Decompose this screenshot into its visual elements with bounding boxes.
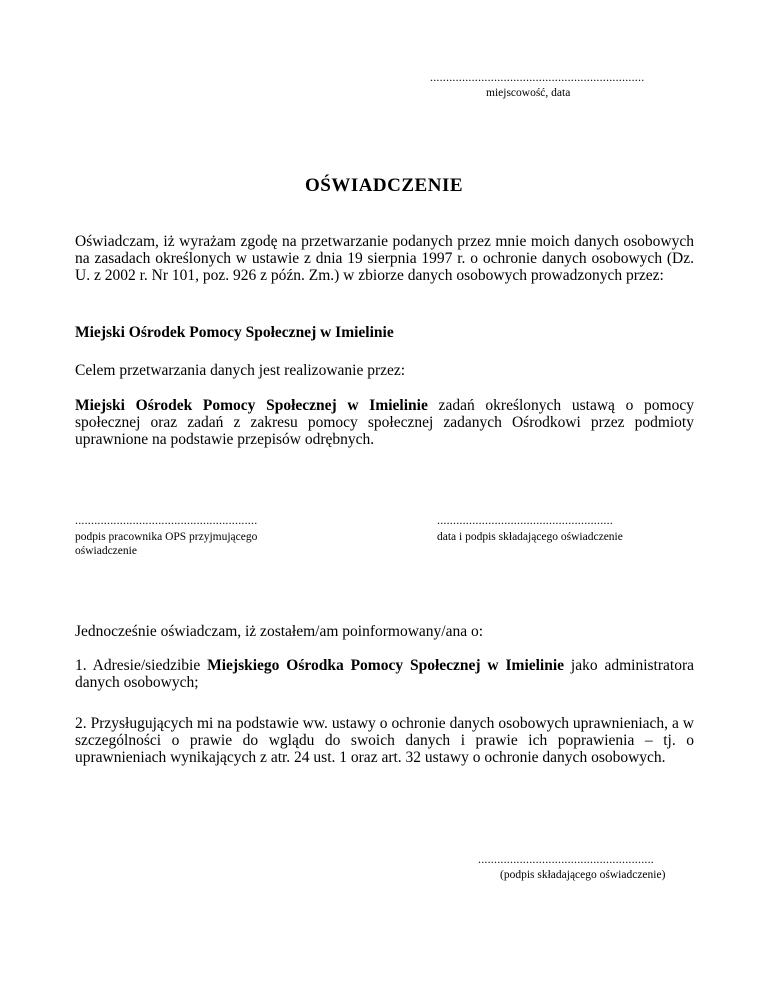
ops-employee-signature-dots: ......................................................... [75,513,258,527]
declarant-date-signature-label: data i podpis składającego oświadczenie [437,531,623,543]
information-item-1 [75,657,694,691]
information-intro: Jednocześnie oświadczam, iż zostałem/am poinformowany/ana o: [75,623,484,640]
final-signature-label: (podpis składającego oświadczenie) [500,869,666,881]
document-title: OŚWIADCZENIE [304,175,464,196]
information-item-2: 2. Przysługujących mi na podstawie ww. ustawy o ochronie danych osobowych uprawnieniach, a w szczególności o prawie do wglądu do swoich danych i prawie ich poprawienia – tj. o uprawnieniach wynikających z atr. 24 ust. 1 oraz art. 32 ustawy o ochronie danych osobowych. [75,715,694,766]
item-1-prefix: 1. Adresie/siedzibie [75,657,208,674]
purpose-paragraph [75,397,694,448]
purpose-description: zadań określonych ustawą o pomocy społecznej oraz zadań z zakresu pomocy społecznej zadanych Ośrodkowi przez podmioty uprawnione na podstawie przepisów odrębnych. [75,397,694,448]
purpose-intro: Celem przetwarzania danych jest realizowanie przez: [75,362,406,379]
place-date-dots: ................................................................... [430,70,645,84]
institution-name: Miejski Ośrodek Pomocy Społecznej w Imielinie [75,324,394,341]
final-signature-dots: ....................................................... [478,852,654,866]
consent-paragraph: Oświadczam, iż wyrażam zgodę na przetwarzanie podanych przez mnie moich danych osobowych na zasadach określonych w ustawie z dnia 19 sierpnia 1997 r. o ochronie danych osobowych (Dz. U. z 2002 r. Nr 101, poz. 926 z późn. Zm.) w zbiorze danych osobowych prowadzonych przez: [75,233,694,284]
declarant-date-signature-dots: ....................................................... [437,513,613,527]
ops-employee-signature-label: podpis pracownika OPS przyjmującego oświadczenie [75,531,258,557]
place-date-label: miejscowość, data [486,87,571,99]
purpose-institution-name: Miejski Ośrodek Pomocy Społecznej w Imielinie [75,397,428,414]
item-1-suffix: jako administratora danych osobowych; [75,657,694,691]
item-1-institution-name: Miejskiego Ośrodka Pomocy Społecznej w Imielinie [207,657,565,674]
